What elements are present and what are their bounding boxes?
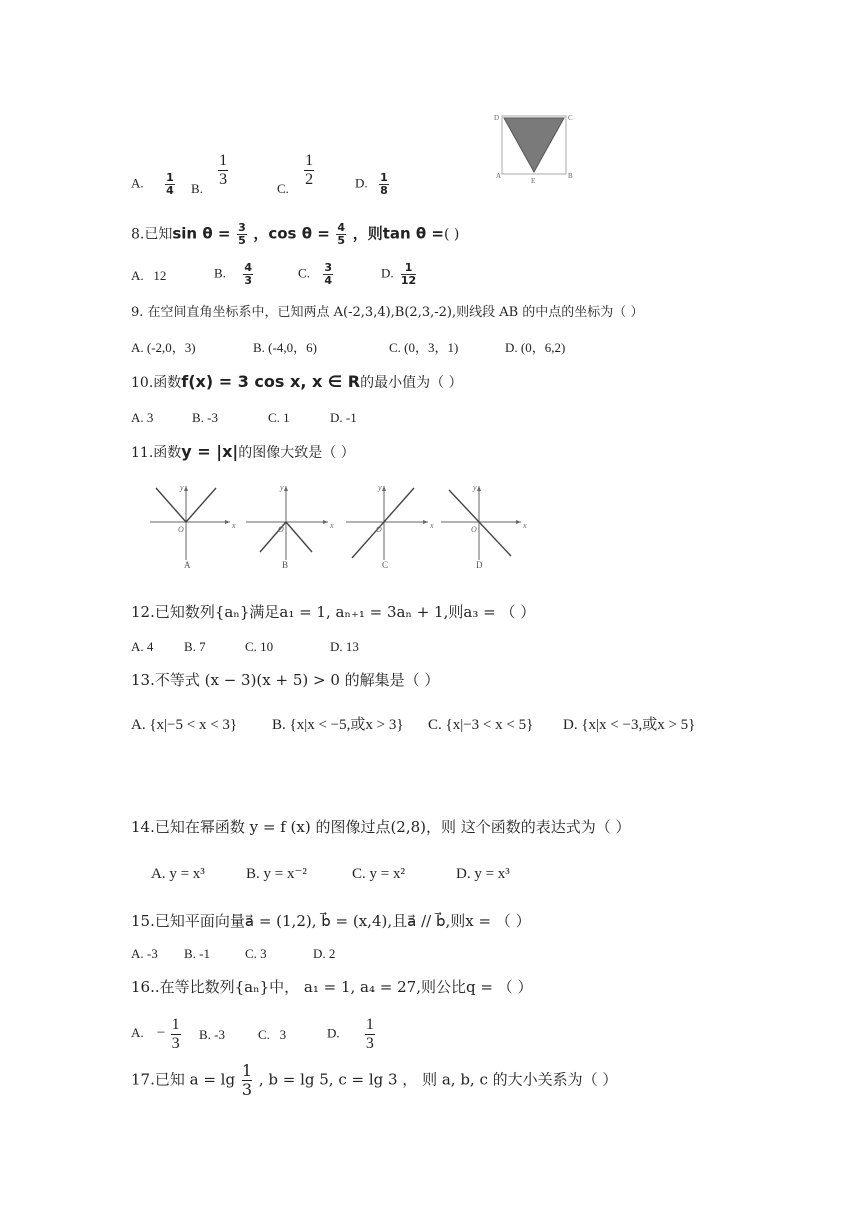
q7-option-a: A. $\frac{1}{4}$	[131, 171, 174, 197]
q14-option-d: D. y = x³	[456, 866, 510, 882]
figure-label-d: D	[494, 114, 500, 122]
svg-text:O: O	[278, 525, 284, 534]
q8-option-d: D. $\frac{1}{12}$	[381, 261, 417, 287]
q12-option-a: A. 4	[131, 639, 154, 654]
q8-option-c: C. $\frac{3}{4}$	[298, 261, 332, 287]
q13-option-c: C. {x|−3 < x < 5}	[428, 717, 534, 733]
q15-option-b: B. -1	[184, 946, 210, 961]
q13-option-d: D. {x|x < −3,或x > 5}	[563, 717, 696, 733]
q9-option-c: C. (0，3，1)	[389, 340, 459, 355]
q12-option-c: C. 10	[245, 639, 274, 654]
q17-question: 17.已知 a = lg $\frac{1}{3}$ , b = lg 5, c = lg 3 ， 则 a, b, c 的大小关系为（ ）	[131, 1061, 618, 1099]
q14-option-b: B. y = x⁻²	[246, 866, 307, 882]
shaded-triangle	[504, 118, 564, 172]
svg-text:y: y	[280, 483, 284, 492]
q13-option-a: A. {x|−5 < x < 3}	[131, 717, 238, 733]
svg-text:O: O	[178, 525, 184, 534]
graph-d-line	[449, 490, 511, 556]
graph-b-right-ray	[286, 522, 312, 552]
svg-text:y: y	[180, 483, 184, 492]
q11-graph-a	[140, 478, 240, 570]
figure-label-c: C	[568, 114, 573, 122]
q7-option-d: D. $\frac{1}{8}$	[355, 171, 388, 197]
q8-question: 8.已知sin θ = $\frac{3}{5}$ ，cos θ = $\frac{4}{5}$ ，则tan θ =( )	[131, 221, 460, 247]
figure-label-b: B	[568, 172, 573, 180]
q16-question: 16..在等比数列{aₙ}中， a₁ = 1, a₄ = 27,则公比q = （ ）	[131, 978, 533, 996]
svg-text:x: x	[523, 521, 527, 530]
q15-option-a: A. -3	[131, 946, 158, 961]
q15-option-d: D. 2	[313, 946, 336, 961]
q7-option-c: C. $\frac{1}{2}$	[277, 152, 314, 197]
q8-option-b: B. $\frac{4}{3}$	[214, 261, 252, 287]
q7-figure	[490, 110, 580, 188]
q14-question: 14.已知在幂函数 y = f (x) 的图像过点(2,8)，则 这个函数的表达式为（ ）	[131, 818, 631, 836]
q13-option-b: B. {x|x < −5,或x > 3}	[272, 717, 404, 733]
q8-option-a: A. 12	[131, 268, 167, 283]
svg-text:x: x	[232, 521, 236, 530]
graph-label-b: B	[282, 560, 289, 570]
q11-graph-d	[435, 478, 535, 570]
svg-text:x: x	[430, 521, 434, 530]
q16-option-d: D. $\frac{1}{3}$	[327, 1016, 374, 1052]
q12-option-d: D. 13	[330, 639, 359, 654]
q10-option-b: B. -3	[192, 410, 218, 425]
q15-option-c: C. 3	[245, 946, 267, 961]
q16-option-a: A. − $\frac{1}{3}$	[131, 1016, 180, 1052]
q14-option-a: A. y = x³	[151, 866, 205, 882]
q10-option-c: C. 1	[268, 410, 290, 425]
q13-question: 13.不等式 (x − 3)(x + 5) > 0 的解集是（ ）	[131, 671, 440, 689]
graph-c-line	[352, 488, 414, 558]
svg-text:y: y	[473, 483, 477, 492]
q11-graph-c	[340, 478, 440, 570]
q7-option-b: B. $\frac{1}{3}$	[191, 152, 228, 197]
q9-option-d: D. (0，6,2)	[505, 340, 566, 355]
graph-a-right-ray	[186, 488, 216, 522]
svg-text:y: y	[378, 483, 382, 492]
q12-question: 12.已知数列{aₙ}满足a₁ = 1, aₙ₊₁ = 3aₙ + 1,则a₃ = （ ）	[131, 603, 536, 621]
q11-graph-b	[240, 478, 340, 570]
graph-a-left-ray	[156, 488, 186, 522]
q10-option-d: D. -1	[330, 410, 357, 425]
q9-question: 9. 在空间直角坐标系中，已知两点 A(-2,3,4),B(2,3,-2),则线段 AB 的中点的坐标为（ ）	[131, 305, 644, 320]
q10-question: 10.函数f(x) = 3 cos x, x ∈ R的最小值为（ ）	[131, 372, 463, 391]
graph-label-a: A	[184, 560, 191, 570]
svg-text:O: O	[376, 525, 382, 534]
figure-label-a: A	[496, 172, 502, 180]
q10-option-a: A. 3	[131, 410, 154, 425]
q9-option-a: A. (-2,0，3)	[131, 340, 196, 355]
graph-label-c: C	[382, 560, 389, 570]
q14-option-c: C. y = x²	[352, 866, 405, 882]
q12-option-b: B. 7	[184, 639, 206, 654]
graph-label-d: D	[476, 560, 483, 570]
q16-option-b: B. -3	[199, 1027, 226, 1042]
svg-text:x: x	[330, 521, 334, 530]
figure-label-e: E	[531, 177, 536, 185]
q15-question: 15.已知平面向量a⃗ = (1,2), b⃗ = (x,4),且a⃗ // b⃗,则x = （ ）	[131, 912, 531, 930]
q11-question: 11.函数y = |x|的图像大致是（ ）	[131, 442, 355, 461]
q9-option-b: B. (-4,0，6)	[253, 340, 317, 355]
q16-option-c: C. 3	[258, 1027, 287, 1042]
svg-text:O: O	[471, 525, 477, 534]
